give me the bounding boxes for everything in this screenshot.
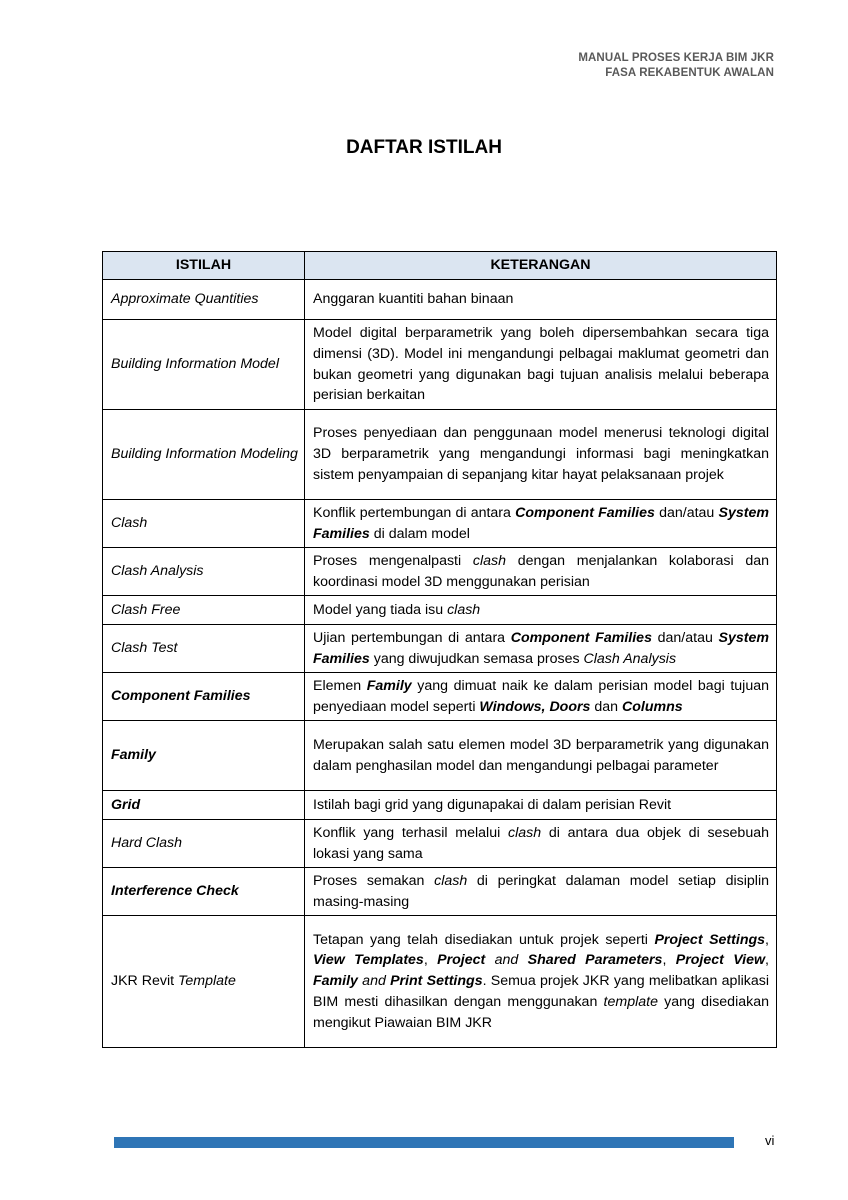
text-run: dan — [590, 698, 622, 715]
description-cell — [305, 320, 777, 410]
text-run: Konflik pertembungan di antara — [313, 504, 516, 521]
table-row — [103, 280, 777, 320]
term-cell: Grid — [103, 791, 305, 820]
text-run: clash — [434, 872, 468, 889]
description-cell — [305, 280, 777, 320]
text-run: Clash Analysis — [583, 650, 677, 667]
text-run: JKR Revit — [111, 973, 179, 990]
description-cell — [305, 625, 777, 673]
header-line-2: FASA REKABENTUK AWALAN — [605, 67, 774, 79]
table-row — [103, 721, 777, 791]
column-header-term: ISTILAH — [103, 252, 305, 280]
text-run: clash — [508, 824, 542, 841]
table-row — [103, 820, 777, 868]
description-cell — [305, 673, 777, 721]
text-run: Component Families — [510, 629, 652, 646]
text-run: di peringkat dalaman model setiap disiplin masing-masing — [313, 872, 770, 910]
text-run: template — [603, 993, 658, 1010]
text-run: yang disediakan mengikut Piawaian BIM JKR — [313, 993, 769, 1031]
term-cell — [103, 916, 305, 1048]
text-run: yang diwujudkan semasa proses — [369, 650, 584, 667]
description-cell — [305, 721, 777, 791]
text-run: Model digital berparametrik yang boleh dipersembahkan secara tiga dimensi (3D). Model ini mengandungi pelbagai maklumat geometri dan bukan geometri yang digunakan bagi tujuan analisis melalui beberapa perisian berkaitan — [313, 324, 769, 404]
text-run: clash — [447, 601, 481, 618]
table-row — [103, 673, 777, 721]
text-run: . Semua projek JKR yang melibatkan aplikasi BIM mesti dihasilkan dengan menggunakan — [313, 973, 769, 1010]
text-run: , — [765, 952, 769, 969]
description-cell — [305, 410, 777, 500]
term-cell: Building Information Model — [103, 320, 305, 410]
table-header-row — [103, 252, 777, 280]
term-cell: Clash Free — [103, 596, 305, 625]
text-run: Family — [366, 677, 412, 694]
text-run: and — [357, 973, 391, 990]
text-run: yang dimuat naik ke dalam perisian model bagi tujuan penyediaan model seperti — [313, 677, 769, 715]
table-row — [103, 868, 777, 916]
description-cell — [305, 596, 777, 625]
term-cell: Clash — [103, 500, 305, 548]
term-cell: Family — [103, 721, 305, 791]
text-run: Anggaran kuantiti bahan binaan — [313, 291, 514, 308]
text-run: Component Families — [515, 504, 655, 521]
page-title: DAFTAR ISTILAH — [346, 137, 502, 158]
text-run: Elemen — [313, 677, 367, 694]
table-row — [103, 596, 777, 625]
text-run: Windows, Doors — [479, 698, 591, 715]
running-header — [578, 51, 774, 81]
text-run: , — [662, 952, 676, 969]
table-row — [103, 548, 777, 596]
text-run: Istilah bagi grid yang digunapakai di dalam perisian Revit — [313, 796, 672, 813]
text-run: dan/atau — [654, 504, 719, 521]
text-run: Columns — [622, 698, 683, 715]
description-cell — [305, 548, 777, 596]
text-run: Merupakan salah satu elemen model 3D berparametrik yang digunakan dalam penghasilan model dan mengandungi pelbagai parameter — [313, 736, 769, 774]
term-cell: Hard Clash — [103, 820, 305, 868]
text-run: clash — [472, 552, 506, 569]
text-run: Project — [437, 952, 486, 969]
header-line-1: MANUAL PROSES KERJA BIM JKR — [578, 52, 774, 64]
text-run: Project Settings — [654, 931, 766, 948]
term-cell: Interference Check — [103, 868, 305, 916]
text-run: Proses semakan — [313, 872, 435, 889]
text-run: Shared Parameters — [527, 952, 663, 969]
term-cell: Component Families — [103, 673, 305, 721]
text-run: System Families — [313, 504, 769, 542]
term-cell: Clash Test — [103, 625, 305, 673]
text-run: Project View — [675, 952, 766, 969]
description-cell — [305, 500, 777, 548]
description-cell — [305, 820, 777, 868]
text-run: Konflik yang terhasil melalui — [313, 824, 508, 841]
text-run: Tetapan yang telah disediakan untuk projek seperti — [313, 931, 655, 948]
glossary-table — [102, 251, 777, 1048]
text-run: Ujian pertembungan di antara — [313, 629, 511, 646]
term-cell: Approximate Quantities — [103, 280, 305, 320]
table-row — [103, 625, 777, 673]
table-row — [103, 791, 777, 820]
text-run: dengan menjalankan kolaborasi dan koordinasi model 3D menggunakan perisian — [313, 552, 769, 590]
text-run: System Families — [313, 629, 769, 667]
text-run: View Templates — [313, 952, 424, 969]
page-number: vi — [765, 1133, 775, 1148]
table-row — [103, 320, 777, 410]
glossary-body — [103, 280, 777, 1048]
text-run: , — [423, 952, 438, 969]
text-run: Model yang tiada isu — [313, 601, 448, 618]
column-header-description: KETERANGAN — [305, 252, 777, 280]
footer-bar — [114, 1137, 734, 1148]
text-run: di antara dua objek di sesebuah lokasi yang sama — [313, 824, 769, 862]
text-run: Template — [178, 973, 236, 990]
description-cell — [305, 791, 777, 820]
text-run: Proses penyediaan dan penggunaan model menerusi teknologi digital 3D berparametrik yang mengandungi informasi bagi meningkatkan sistem penyampaian di sepanjang kitar hayat pelaksanaan projek — [313, 425, 769, 483]
text-run: , — [765, 931, 769, 948]
table-row — [103, 410, 777, 500]
text-run: Family — [313, 973, 358, 990]
text-run: Proses mengenalpasti — [313, 552, 473, 569]
description-cell — [305, 868, 777, 916]
description-cell — [305, 916, 777, 1048]
table-row — [103, 916, 777, 1048]
text-run: di dalam model — [369, 525, 470, 542]
table-row — [103, 500, 777, 548]
text-run: Print Settings — [390, 973, 483, 990]
text-run: and — [485, 952, 528, 969]
text-run: dan/atau — [651, 629, 719, 646]
term-cell: Clash Analysis — [103, 548, 305, 596]
term-cell: Building Information Modeling — [103, 410, 305, 500]
